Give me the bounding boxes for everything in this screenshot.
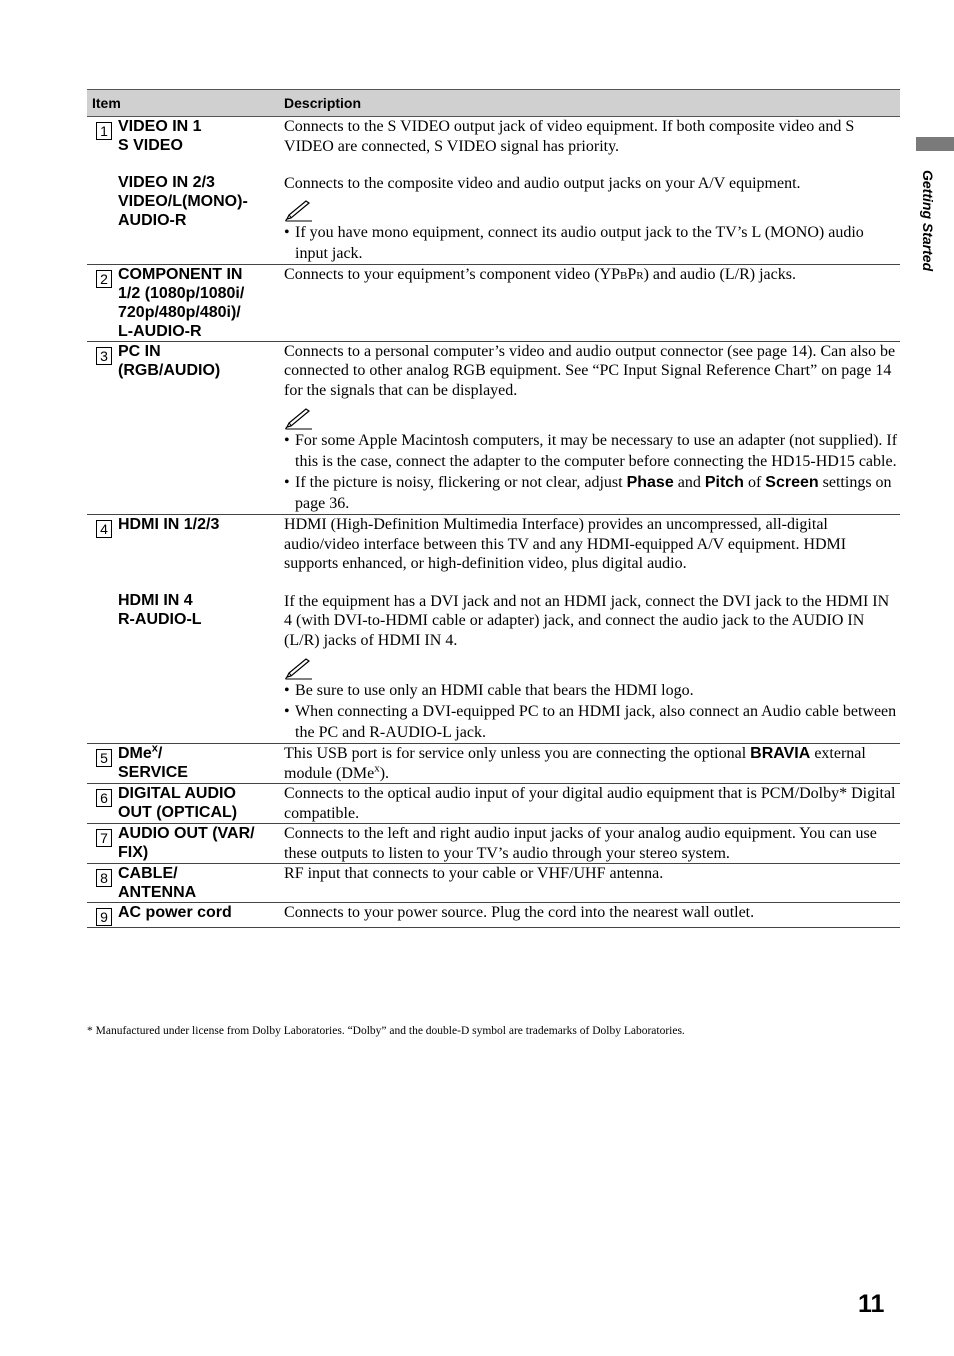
table-row [87,903,900,928]
item-number: 5 [96,749,112,767]
note-bullet: • If you have mono equipment, connect its audio output jack to the TV’s L (MONO) audio input jack. [284,222,900,264]
item-label: L-AUDIO-R [118,322,202,340]
description-text: Connects to the S VIDEO output jack of video equipment. If both composite video and S VIDEO are connected, S VIDEO signal has priority. [284,118,855,155]
note-bullet: • When connecting a DVI-equipped PC to an HDMI jack, also connect an Audio cable between the PC and R-AUDIO-L jack. [284,701,900,743]
note-bullet: • For some Apple Macintosh computers, it may be necessary to use an adapter (not supplied). If this is the case, connect the adapter to the computer before connecting the HD15-HD15 cable. [284,430,900,472]
item-number: 7 [96,829,112,847]
note-bullet: • Be sure to use only an HDMI cable that bears the HDMI logo. [284,680,900,701]
description-text: Connects to your equipment’s component video (YPBPR) and audio (L/R) jacks. [284,265,796,283]
item-label: PC IN [118,342,161,360]
description-text: If the equipment has a DVI jack and not an HDMI jack, connect the DVI jack to the HDMI IN 4 (with DVI-to-HDMI cable or adapter) jack, and connect the audio jack to the AUDIO IN (L/R) jacks of HDMI IN 4. [284,592,890,649]
description-text: Connects to a personal computer’s video and audio output connector (see page 14). Can also be connected to other analog RGB equipment. See “PC Input Signal Reference Chart” on page 14 for the signals that can be displayed. [284,342,896,399]
item-number: 1 [96,122,112,140]
item-number: 2 [96,270,112,288]
section-label: Getting Started [920,170,936,272]
item-label: (RGB/AUDIO) [118,361,221,379]
note-bullet: • If the picture is noisy, flickering or not clear, adjust Phase and Pitch of Screen settings on page 36. [284,472,900,514]
item-label: S VIDEO [118,137,183,154]
item-label: DMe$^x$/ [118,742,163,762]
item-label: FIX) [118,844,149,861]
page-number: 11 [858,1290,885,1318]
table-row [87,341,900,515]
header-description: Description [284,90,900,117]
table-row [87,824,900,864]
pencil-note-icon [284,200,316,222]
footnote: * Manufactured under license from Dolby Laboratories. “Dolby” and the double-D symbol are trademarks of Dolby Laboratories. [87,1025,685,1037]
section-tab-marker [916,137,954,151]
item-label: DIGITAL AUDIO [118,785,236,802]
table-header-row [87,90,900,117]
item-number: 6 [96,789,112,807]
item-number: 9 [96,908,112,926]
table-row [87,784,900,824]
item-label: 1/2 (1080p/1080i/ [118,284,245,302]
description-text: Connects to your power source. Plug the cord into the nearest wall outlet. [284,904,755,921]
item-label: AC power cord [118,904,232,921]
description-text: RF input that connects to your cable or VHF/UHF antenna. [284,865,664,882]
description-text: This USB port is for service only unless you are connecting the optional BRAVIA external module (DMe$^x$). [284,745,866,782]
table-row [87,864,900,903]
connections-table [87,89,900,928]
item-label: R-AUDIO-L [118,611,202,628]
description-text: Connects to the composite video and audio output jacks on your A/V equipment. [284,175,801,192]
item-label: CABLE/ [118,865,178,882]
item-number: 3 [96,347,112,365]
pencil-note-icon [284,658,316,680]
item-label: VIDEO IN 2/3 [118,174,215,191]
item-label: HDMI IN 1/2/3 [118,516,220,533]
table-row [87,264,900,341]
item-label: HDMI IN 4 [118,592,193,609]
pencil-note-icon [284,408,316,430]
item-label: VIDEO/L(MONO)- [118,193,248,210]
item-number: 8 [96,869,112,887]
item-label: OUT (OPTICAL) [118,804,238,821]
item-label: VIDEO IN 1 [118,118,202,135]
item-label: 720p/480p/480i)/ [118,303,241,321]
item-label: AUDIO OUT (VAR/ [118,825,255,842]
table-row [87,744,900,784]
description-text: Connects to the optical audio input of your digital audio equipment that is PCM/Dolby* Digital compatible. [284,785,896,822]
table-row [87,515,900,744]
item-number: 4 [96,520,112,538]
description-text: HDMI (High-Definition Multimedia Interface) provides an uncompressed, all-digital audio/video interface between this TV and any HDMI-equipped A/V equipment. HDMI supports enhanced, or high-definition video, plus digital audio. [284,516,847,572]
header-item: Item [87,90,284,117]
item-label: COMPONENT IN [118,265,243,283]
table-row [87,117,900,265]
item-label: ANTENNA [118,884,197,901]
description-text: Connects to the left and right audio input jacks of your analog audio equipment. You can use these outputs to listen to your TV’s audio through your stereo system. [284,825,877,862]
item-label: SERVICE [118,764,188,781]
item-label: AUDIO-R [118,212,187,229]
